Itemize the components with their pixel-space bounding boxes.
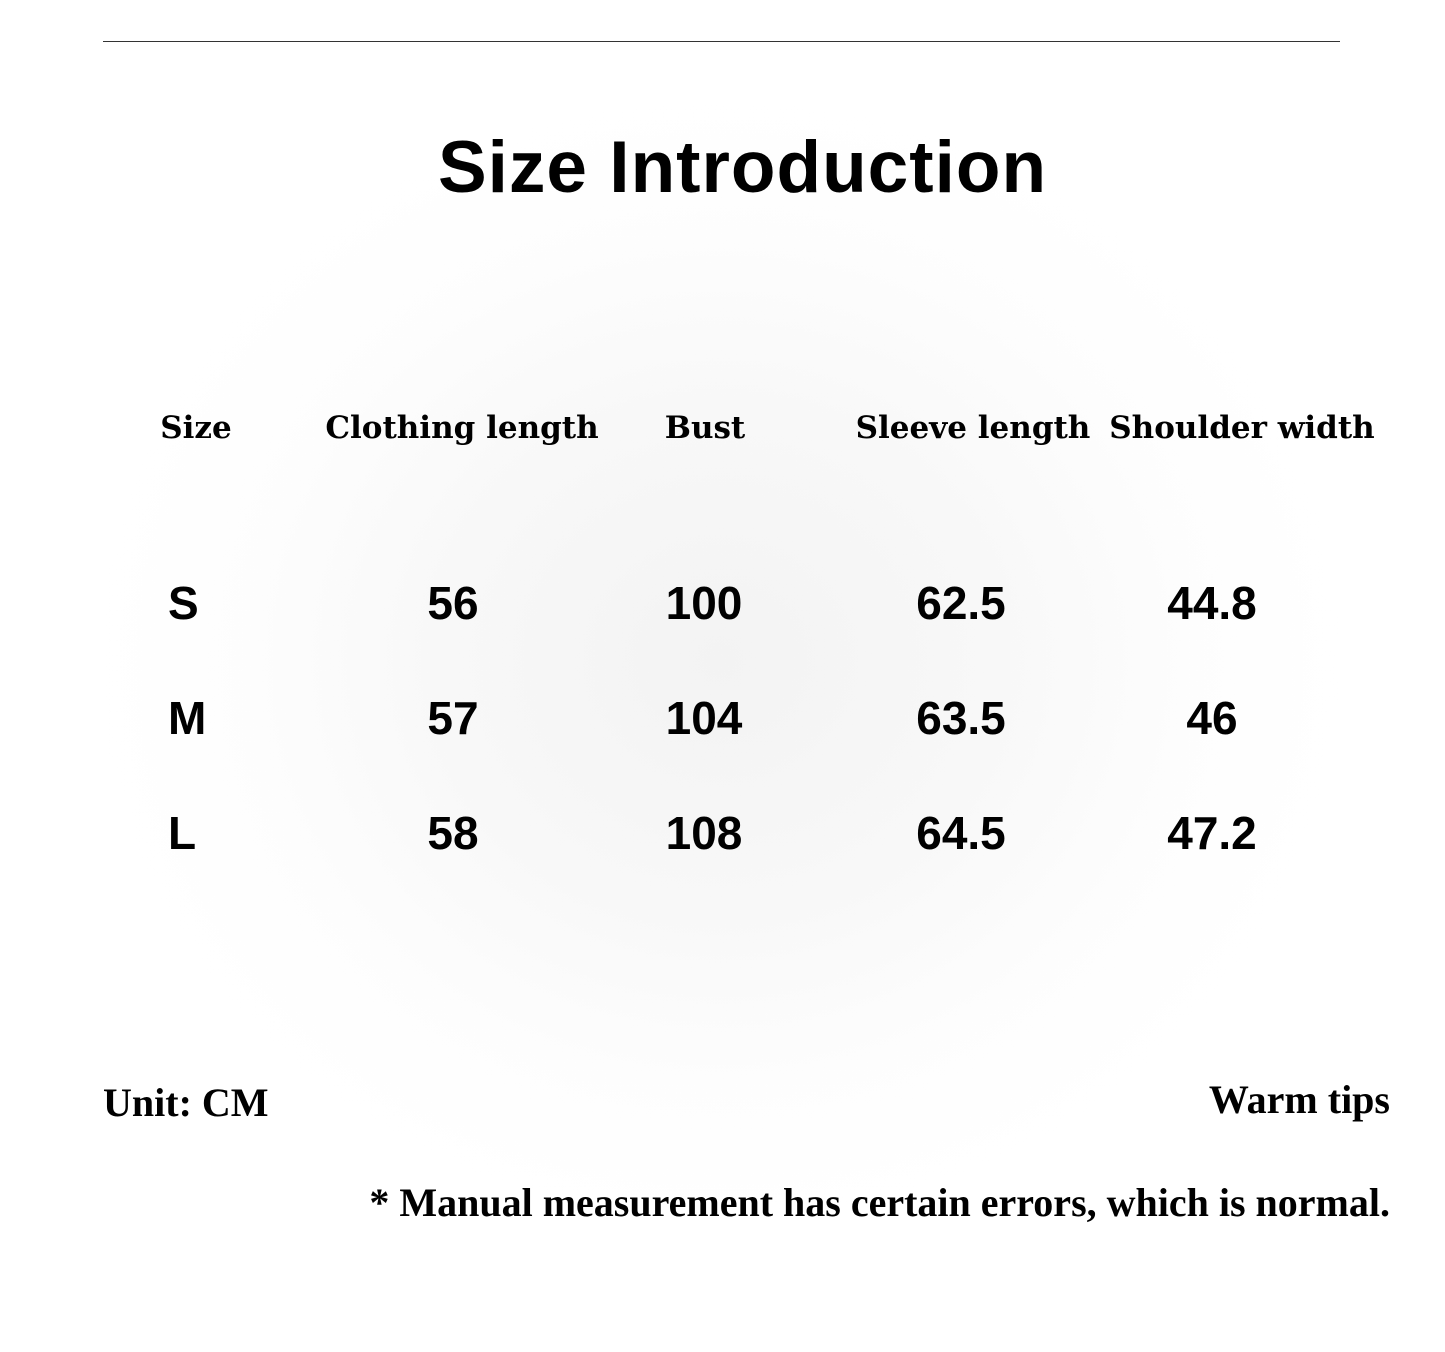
sleeve-length-cell: 63.5 <box>916 692 1006 744</box>
warm-tips-heading: Warm tips <box>1208 1077 1390 1122</box>
shoulder-width-cell: 44.8 <box>1167 577 1257 629</box>
bust-cell: 104 <box>665 692 743 744</box>
size-cell: L <box>168 807 197 859</box>
header-sleeve-length: Sleeve length <box>855 410 1091 446</box>
bust-cell: 108 <box>665 807 743 859</box>
shoulder-width-cell: 46 <box>1186 692 1238 744</box>
page-title: Size Introduction <box>437 127 1048 208</box>
clothing-length-cell: 58 <box>427 807 479 859</box>
clothing-length-cell: 57 <box>427 692 479 744</box>
size-cell: S <box>168 577 199 629</box>
sleeve-length-cell: 64.5 <box>916 807 1006 859</box>
top-divider <box>103 41 1340 42</box>
sleeve-length-cell: 62.5 <box>916 577 1006 629</box>
header-bust: Bust <box>664 410 746 446</box>
measurement-note: * Manual measurement has certain errors, which is normal. <box>369 1180 1390 1225</box>
unit-label: Unit: CM <box>103 1080 269 1125</box>
header-size: Size <box>160 410 232 446</box>
clothing-length-cell: 56 <box>427 577 479 629</box>
header-clothing-length: Clothing length <box>325 410 599 446</box>
header-shoulder-width: Shoulder width <box>1109 410 1375 446</box>
shoulder-width-cell: 47.2 <box>1167 807 1257 859</box>
size-cell: M <box>168 692 207 744</box>
bust-cell: 100 <box>665 577 743 629</box>
